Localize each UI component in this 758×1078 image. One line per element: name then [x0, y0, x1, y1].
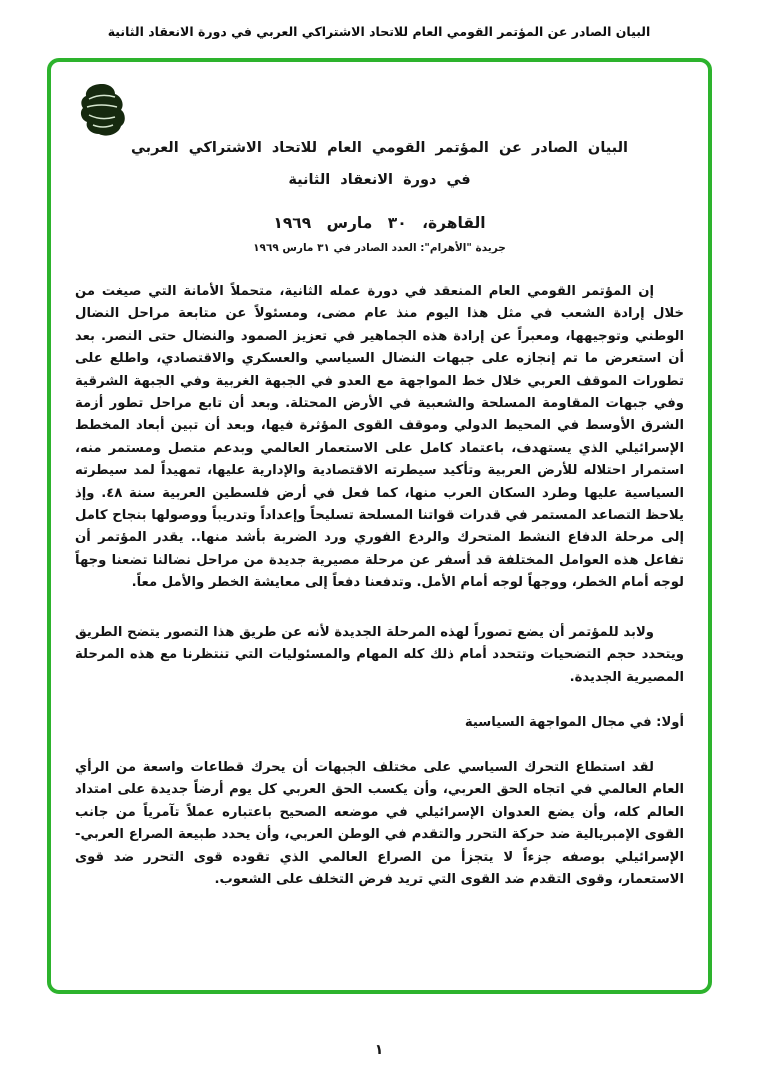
document-title-line1: البيان الصادر عن المؤتمر القومي العام للاتحاد الاشتراكي العربي — [130, 140, 629, 156]
page-number: ١ — [374, 1042, 384, 1058]
document-frame — [47, 58, 712, 994]
document-title-line2: في دورة الانعقاد الثانية — [288, 172, 471, 188]
body-paragraph: لقد استطاع التحرك السياسي على مختلف الجبهات أن يحرك قطاعات واسعة من الرأي العام العالمي في اتجاه الحق العربي، وأن يكسب الحق العربي كل يوم أرضاً جديدة على امتداد العالم كله، وأن يضع العدوان الإسرائيلي في موضعه الصحيح باعتباره عملاً تآمرياً من جانب القوى الإمبريالية ضد حركة التحرر والتقدم في الوطن العربي، وأن يحدد طبيعة الصراع العربي- الإسرائيلي بوصفه جزءاً لا يتجزأ من الصراع العالمي الذي تقوده قوى التحرر ضد قوى الاستعمار، وقوى التقدم ضد القوى التي تريد فرض التخلف على الشعوب. — [75, 759, 684, 887]
body-paragraph: إن المؤتمر القومي العام المنعقد في دورة عمله الثانية، متحملاً الأمانة التي صيغت من خلال إرادة الشعب في مثل هذا اليوم منذ عام مضى، ومسئولاً عن متابعة مراحل النضال الوطني وتوجيهها، ومعبراً عن إرادة هذه الجماهير في تعزيز الصمود والنضال حتى النصر. بعد أن استعرض ما تم إنجازه على جبهات النضال السياسي والعسكري والاقتصادي، واطلع على تطورات الموقف العربي خلال خط المواجهة مع العدو في الجبهة الغربية وفي الجبهة الشرقية وفي جبهات المقاومة المسلحة والشعبية في الأرض المحتلة. وبعد أن تابع مراحل تطور أزمة الشرق الأوسط في المحيط الدولي وموقف القوى المؤثرة فيها، وبعد أن تبين أبعاد المخطط الإسرائيلي الذي يستهدف، باعتماد كامل على الاستعمار العالمي وبدعم متصل ومستمر منه، استمرار احتلاله للأرض العربية وتأكيد سيطرته الاقتصادية والإدارية عليها، تمهيداً لمد سيطرته السياسية عليها وطرد السكان العرب منها، كما فعل في أرض فلسطين العربية سنة ٤٨. وإذ يلاحظ التصاعد المستمر في قدرات قواتنا المسلحة تسليحاً وإعداداً وتدريباً ووصولها بنجاح كامل إلى مرحلة الدفاع النشط المتحرك والردع الفوري ورد الضربة بأشد منها.. يقدر المؤتمر أن تفاعل هذه العوامل المختلفة قد أسفر عن مرحلة مصيرية جديدة من مراحل نضالنا تضعنا وجهاً لوجه أمام الخطر، ووجهاً لوجه أمام الأمل. وتدفعنا دفعاً إلى معايشة الخطر والأمل معاً. — [75, 284, 684, 591]
document-header-title: البيان الصادر عن المؤتمر القومي العام للاتحاد الاشتراكي العربي في دورة الانعقاد الثانية — [107, 24, 651, 39]
body-paragraph: ولابد للمؤتمر أن يضع تصوراً لهذه المرحلة الجديدة لأنه عن طريق هذا التصور يتضح الطريق ويتحدد حجم التضحيات وتتحدد أمام ذلك كله المهام والمسئوليات التي تنتظرنا مع هذه المرحلة المصيرية الجديدة. — [75, 624, 684, 685]
document-source: جريدة "الأهرام": العدد الصادر في ٣١ مارس ١٩٦٩ — [253, 242, 506, 254]
section-heading-political: أولا: في مجال المواجهة السياسية — [464, 714, 684, 730]
publisher-emblem-icon — [77, 82, 127, 140]
document-date: القاهرة، ٣٠ مارس ١٩٦٩ — [273, 214, 486, 232]
